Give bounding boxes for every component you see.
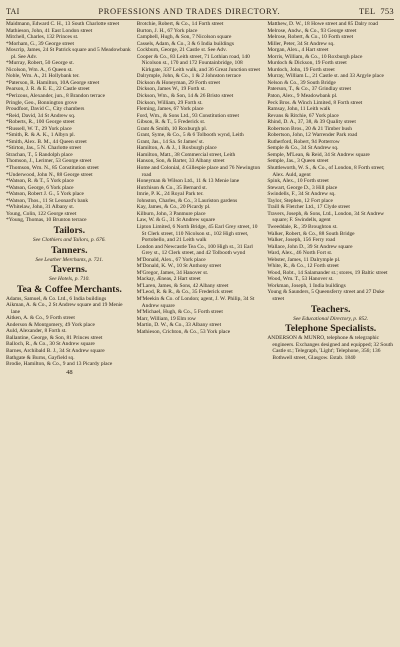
- directory-entry: Murdoch, John, 19 Forth street: [267, 66, 335, 73]
- directory-entry: Morgan, Alex., 4 Hart street: [267, 47, 329, 54]
- directory-entry: M'Laren, James, & Sons, 42 Albany street: [136, 282, 229, 289]
- directory-entry: Wallace, John D., 39 St Andrew square: [267, 243, 353, 250]
- directory-columns: [6, 21, 394, 641]
- directory-entry: Ward, Alex., 46 North Fort st.: [267, 250, 333, 257]
- directory-entry: Auld, Alexander, 8 Forth st.: [6, 328, 67, 335]
- directory-entry: Lipton Limited, 6 North Bridge, 45 Earl Grey street, 10 St Clerk street, 110 Nicolson st., 102 High street, Portobello, and 21 Leith walk: [136, 223, 258, 244]
- directory-entry: Murray, William L., 21 Castle st. and 33 Argyle place: [267, 73, 384, 80]
- directory-entry: Morris, William, & Co., 10 Roxburgh place: [267, 53, 363, 60]
- directory-entry: *Watson, Thos., 11 St Leonard's bank: [6, 197, 89, 204]
- section-heading: Telephone Specialists.: [285, 323, 377, 335]
- directory-entry: Webster, James, 11 Dalrymple pl.: [267, 256, 341, 263]
- directory-entry: M'Meekin & Co. of London; agent, J. W. Philip, 34 St Andrew square: [136, 295, 255, 309]
- directory-entry: Swindells, F., 34 St Andrew sq.: [267, 191, 336, 198]
- header-title: PROFESSIONS AND TRADES DIRECTORY.: [98, 6, 281, 16]
- directory-entry: Law, W. & G., 31 St Andrew square: [136, 217, 216, 224]
- directory-entry: Grant, Syme, & Co., 5 & 6 Tolbooth wynd, Leith: [136, 132, 244, 139]
- directory-entry: Wood, Robt., 14 Salamander st.; stores, 19 Baltic street: [267, 269, 388, 276]
- folio-number: 48: [66, 368, 73, 376]
- directory-entry: Murdoch & Dickson, 19 Forth street: [267, 60, 347, 67]
- directory-entry: *Smith, Alex. B. M., 44 Queen street: [6, 138, 87, 145]
- directory-entry: ANDERSON & MUNRO, telephone & telegraphic engineers. Exchanges designed and equipped; 32 South Castle st.; Telegraph, 'Light'; Telephone, 356; 136 Bothwell street, Glasgow. Estab. 1840: [267, 335, 393, 361]
- directory-entry: Imrie, P. K., 24 Royal Park ter.: [136, 191, 204, 198]
- directory-entry: Revans & Ritchie, 67 York place: [267, 112, 339, 119]
- directory-entry: Pearson, J. R. & E. E., 22 Castle street: [6, 86, 90, 93]
- directory-entry: Strachan, T., 5 Randolph place: [6, 151, 73, 158]
- directory-entry: *Watson, R. & T., 5 York place: [6, 178, 74, 185]
- directory-entry: Matthew, D. W., 18 Howe street and 85 Dalry road: [267, 21, 378, 27]
- directory-entry: Tweeddale, R., 39 Broughton st.: [267, 223, 338, 230]
- directory-entry: *Whitelaw, John, 31 Albany st.: [6, 204, 75, 211]
- directory-entry: Cockburn, George, 21 Castle st. See Adv.: [136, 47, 227, 54]
- directory-entry: Shuttleworth, W. S., & Co., of London, 8 Forth street; Alex. Auld, agent: [267, 165, 385, 178]
- header-rule: [6, 19, 394, 20]
- directory-entry: Paton, Alex., 9 Meadowbank pl.: [267, 93, 338, 100]
- section-heading: Tanners.: [51, 244, 88, 256]
- directory-entry: Hanson, Son, & Barter, 33 Albany street: [136, 158, 225, 165]
- directory-entry: White, R., & Co., 12 Forth street: [267, 263, 339, 270]
- directory-entry: Bathgate & Burns, Gayfield sq.: [6, 354, 75, 361]
- directory-entry: Aikman, A. & Co., 2 St Andrew square and 19 Menie lane: [6, 302, 123, 315]
- directory-entry: Grant & Smith, 10 Roxburgh pl.: [136, 125, 208, 132]
- directory-entry: Robertson, John, 12 Warrender Park road: [267, 132, 358, 139]
- cross-reference: See Hotels, p. 710.: [48, 276, 90, 283]
- directory-entry: Kilburn, John, 3 Panmure place: [136, 210, 206, 217]
- directory-entry: Barnes, Archibald B. J., 34 St Andrew square: [6, 347, 105, 354]
- header-right: [359, 6, 394, 16]
- section-heading: Teachers.: [310, 303, 351, 315]
- directory-entry: Ford, Wm., & Sons Ltd., 93 Constitution street: [136, 112, 239, 119]
- directory-entry: *Thomson, Wm. N., 85 Constitution street: [6, 165, 99, 172]
- directory-entry: *Smith, R. & A. K., 1 Albyn pl.: [6, 132, 76, 139]
- directory-entry: Adams, Samuel, & Co. Ltd., 6 India buildings: [6, 295, 107, 302]
- directory-entry: Hamilton, Matt., 38 Commercial street, Leith: [136, 151, 236, 158]
- directory-entry: Mackay, Æneas, 2 Hart street: [136, 276, 201, 283]
- directory-entry: Melrose, Andw., & Co., 93 George street: [267, 27, 357, 34]
- directory-entry: Travers, Joseph, & Sons, Ltd., London, 34 St Andrew square; F. Swindells, agent: [267, 210, 385, 224]
- directory-entry: Nicolson, Wm. A., 6 Queen st.: [6, 66, 73, 73]
- section-heading: Tea & Coffee Merchants.: [16, 283, 122, 295]
- directory-entry: *Reid, David, 34 St Andrew sq.: [6, 112, 76, 119]
- directory-entry: Traill & Fletcher Ltd., 17 Clyde street: [267, 204, 350, 211]
- directory-entry: Workman, Joseph, 1 India buildings: [267, 282, 346, 289]
- directory-entry: Peck Bros. & Winch Limited, 8 Forth street: [267, 99, 363, 106]
- running-header: [6, 6, 394, 18]
- directory-entry: Anderson & Montgomery, 49 York place: [6, 321, 95, 328]
- directory-entry: Nelson & Co., 39 South Bridge: [267, 79, 336, 86]
- directory-entry: Dickson, Wm., & Son, 14 & 26 Bristo street: [136, 93, 234, 100]
- directory-entry: Young, Colin, 122 George street: [6, 210, 77, 217]
- directory-entry: Cassels, Adam, & Co., 3 & 6 India buildings: [136, 40, 234, 47]
- column-left: [6, 21, 133, 641]
- directory-entry: Semple, Jas., 3 Queen street: [267, 158, 329, 165]
- directory-entry: Moscrip, James, 24 St Patrick square and 5 Meadowbank pl. See Adv.: [6, 47, 131, 60]
- directory-entry: Dickson, James W., 19 Forth st.: [136, 86, 206, 93]
- directory-entry: Marr, William, 19 Elm row: [136, 315, 196, 322]
- directory-entry: M'Donald, Alex., 67 York place: [136, 256, 206, 263]
- cross-reference: See Educational Directory, p. 852.: [293, 315, 369, 322]
- directory-entry: Hutchison & Co., 35 Bernard st.: [136, 184, 208, 191]
- directory-entry: Hamilton, A. & J., 1 Roxburgh place: [136, 145, 217, 152]
- directory-entry: *Young, Thomas, 10 Brunton terrace: [6, 217, 87, 224]
- directory-entry: *Watson, Robert J. G., 5 York place: [6, 191, 84, 198]
- directory-entry: Mathieson, John, 41 East London street: [6, 27, 93, 34]
- directory-entry: *Watson, George, 6 York place: [6, 184, 74, 191]
- directory-entry: Pringle, Geo., Bonnington grove: [6, 99, 77, 106]
- directory-entry: Johnston, Charles, & Co., 3 Lauriston gardens: [136, 197, 238, 204]
- directory-entry: Semple, M'Lean, & Reid, 34 St Andrew square: [267, 151, 370, 158]
- column-right: [267, 21, 394, 641]
- directory-entry: Ramsay, John, 11 Leith walk: [267, 106, 331, 113]
- directory-entry: Proudfoot, David C., City chambers: [6, 106, 85, 113]
- directory-entry: Taylor, Stephen, 12 Fort place: [267, 197, 333, 204]
- directory-entry: Robertson Bros., 20 & 21 Timber bush: [267, 125, 352, 132]
- directory-entry: M'Leod, R. & R., & Co., 35 Frederick street: [136, 289, 233, 296]
- cross-reference: See Leather Merchants, p. 721.: [35, 256, 104, 263]
- directory-entry: *Russell, W. T., 29 York place: [6, 125, 72, 132]
- directory-entry: Rhind, D. A., 37, 38, & 39 Quality street: [267, 119, 356, 126]
- directory-entry: Wood, Wm. T., 53 Hanover st.: [267, 276, 334, 283]
- page-number: 753: [380, 6, 394, 16]
- cross-reference: See Clothiers and Tailors, p. 676.: [32, 236, 106, 243]
- directory-entry: M'Gregor, James, 34 Hanover st.: [136, 269, 209, 276]
- directory-entry: Campbell, Hugh, & Son, 7 Nicolson square: [136, 34, 232, 41]
- directory-entry: Burton, J. H., 67 York place: [136, 27, 198, 34]
- directory-entry: Walker, Joseph, 156 Ferry road: [267, 237, 336, 244]
- directory-entry: Thomson, J., Lerimer, 53 George street: [6, 158, 92, 165]
- directory-entry: Miller, Peter, 34 St Andrew sq.: [267, 40, 335, 47]
- directory-entry: Aitken, A. & Co., 9 Forth street: [6, 315, 75, 322]
- directory-entry: Balloch, R., & Co., 30 St Andrew square: [6, 341, 95, 348]
- directory-entry: Honeyman & Wilson Ltd., 11 & 13 Menie lane: [136, 178, 240, 185]
- directory-entry: *Underwood, John N., 88 George street: [6, 171, 93, 178]
- directory-entry: Semple & Co., 34 St Andrew sq.: [267, 145, 339, 152]
- directory-entry: M'Michael, Hugh, & Co., 5 Forth street: [136, 309, 223, 316]
- directory-entry: Martin, D. W., & Co., 33 Albany street: [136, 322, 222, 329]
- directory-entry: Noble, Wm. A., 21 Hollybank ter.: [6, 73, 80, 80]
- section-heading: Taverns.: [51, 264, 88, 276]
- directory-entry: Fleming, James, 67 York place: [136, 106, 204, 113]
- directory-entry: Melrose, Robert, & Co., 10 Forth street: [267, 34, 354, 41]
- directory-entry: Brotchie, Robert, & Co., 14 Forth street: [136, 21, 224, 27]
- directory-entry: *Perizous, Alexander, jun., 8 Brandon terrace: [6, 93, 105, 100]
- directory-entry: Mathieson, Crichton, & Co., 53 York place: [136, 328, 231, 335]
- directory-entry: Paterson, T., & Co., 37 Grindlay street: [267, 86, 351, 93]
- directory-entry: *Stirton, Jas., 5 N. Charlotte street: [6, 145, 82, 152]
- directory-entry: Dalrymple, John, & Co., 1 & 2 Johnston terrace: [136, 73, 241, 80]
- directory-entry: *Morham, G., 39 George street: [6, 40, 75, 47]
- directory-entry: Dickson, William, 29 Forth st.: [136, 99, 203, 106]
- directory-entry: Stewart, George D., 3 Hill place: [267, 184, 338, 191]
- directory-entry: Spink, Alex., 10 Forth street: [267, 178, 329, 185]
- column-middle: [137, 21, 264, 641]
- directory-entry: Rutherford, Robert, 94 Potterrow: [267, 138, 340, 145]
- directory-entry: Kay, James, & Co., 20 Picardy pl.: [136, 204, 211, 211]
- directory-entry: Mitchell, Charles, 132 Princes st.: [6, 34, 79, 41]
- directory-entry: Grant, Jas., 14 Sa. St James' st.: [136, 138, 204, 145]
- section-heading: Tailors.: [53, 224, 86, 236]
- directory-entry: Walker, Robert, & Co., 88 South Bridge: [267, 230, 355, 237]
- header-right-abbrev: TEL: [358, 6, 376, 16]
- directory-entry: Cooper & Co., 83 Leith street, 71 Lothian road, 140 Nicolson st., 170 and 172 Fountainbridge, 108 Kirkgate, 337 Leith walk, and 36 Great Junction street: [136, 53, 261, 73]
- directory-entry: Young & Saunders, 5 Queensferry street and 27 Duke street: [267, 289, 385, 302]
- directory-entry: London and Newcastle Tea Co., 100 High st., 31 Earl Grey st., 12 Clerk street, and 42 Tolbooth wynd: [136, 243, 253, 257]
- directory-entry: *Paterson, R. Hamilton, 10A George street: [6, 79, 100, 86]
- directory-entry: Brodie, Hamilton, & Co., 9 and 13 Picardy place: [6, 361, 113, 368]
- directory-entry: Ballantine, George, & Son, 81 Princes street: [6, 334, 103, 341]
- directory-entry: *Murray, Robert, 50 George st.: [6, 60, 74, 67]
- directory-entry: Dickson & Honeyman, 29 Forth street: [136, 79, 221, 86]
- directory-entry: M'Donald, K. W., 10 St Anthony street: [136, 263, 222, 270]
- directory-entry: Maidmann, Edward C. H., 13 South Charlotte street: [6, 21, 120, 27]
- header-left-abbrev: TAI: [6, 7, 20, 16]
- directory-entry: Home and Colonial, 4 Gillespie place and 76 Newington road: [136, 165, 261, 178]
- directory-entry: *Roberts, R., 100 George street: [6, 119, 75, 126]
- directory-entry: Gibson, R. & T., 5 Frederick st.: [136, 119, 206, 126]
